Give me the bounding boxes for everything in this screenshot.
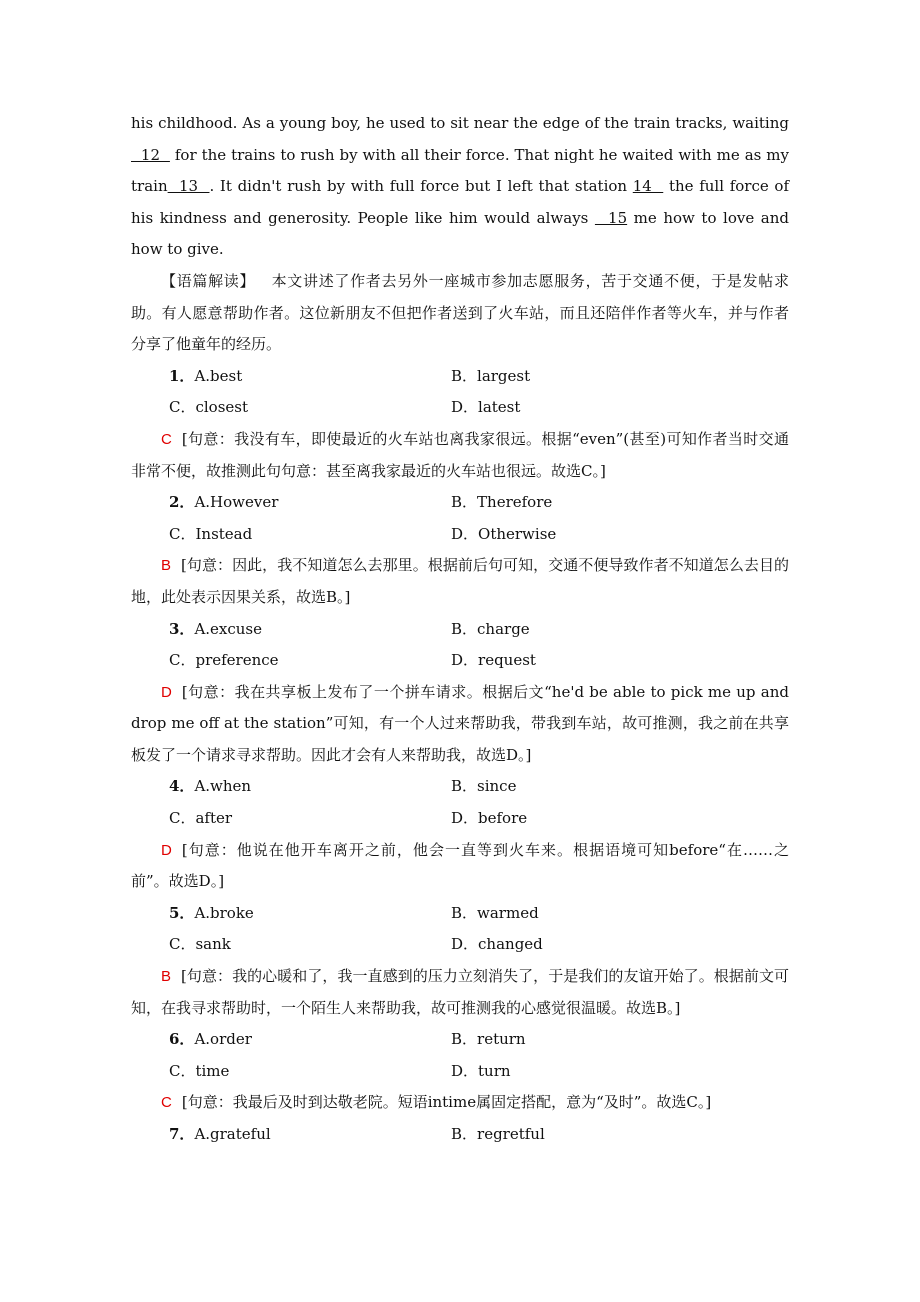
option-c: C．sank [169,935,231,954]
option-row [131,898,789,930]
answer-explanation [131,835,789,898]
question-number: 5． [169,903,195,922]
passage-text: his childhood. As a young boy, he used to sit near the edge of the train tracks, waiting [131,114,789,132]
option-d: D．changed [451,935,543,954]
document-page [131,108,789,1151]
option-b: B．charge [451,619,530,638]
explanation-text: [句意：我最后及时到达敬老院。短语intime属固定搭配，意为“及时”。故选C。] [181,1093,712,1112]
answer-letter: B [161,968,172,986]
option-row [131,771,789,803]
option-b: B．since [451,777,517,796]
option-row [131,392,789,424]
option-b: B．warmed [451,903,539,922]
option-row [131,519,789,551]
question-number: 1． [169,366,195,385]
answer-letter: D [161,683,172,701]
passage-text: for the trains to rush by with all their force. That night he waited with me as my train [131,145,789,196]
option-row [131,1119,789,1151]
explanation-text: [句意：他说在他开车离开之前，他会一直等到火车来。根据语境可知before“在……之前”。故选D。] [131,840,789,891]
option-d: D．latest [451,398,521,417]
blank-15: 15 [594,208,628,227]
option-c: C．after [169,809,233,828]
option-c: C．time [169,1061,230,1080]
passage-text: . It didn't rush by with full force but I left that station [209,177,633,196]
option-d: D．Otherwise [451,524,557,543]
option-row [131,487,789,519]
option-a: A.order [194,1030,252,1049]
option-d: D．request [451,651,536,670]
option-b: B．regretful [451,1125,545,1143]
option-b: B．largest [451,366,531,385]
passage-paragraph [131,108,789,266]
option-a: A.when [194,777,252,796]
answer-letter: C [161,430,172,448]
option-c: C．preference [169,651,279,670]
passage-text: me how to love and how to give. [131,208,789,259]
option-c: C．closest [169,398,249,417]
answer-letter: D [161,841,172,859]
explanation-text: [句意：我没有车，即使最近的火车站也离我家很远。根据“even”(甚至)可知作者当时交通非常不便，故推测此句句意：甚至离我家最近的火车站也很远。故选C。] [131,429,789,480]
option-d: D．before [451,809,528,828]
option-row [131,361,789,393]
question-number: 7． [169,1125,195,1143]
option-d: D．turn [451,1061,511,1080]
question-number: 6． [169,1030,195,1049]
question-number: 3． [169,619,195,638]
option-row [131,1024,789,1056]
option-row [131,645,789,677]
option-c: C．Instead [169,524,253,543]
question-number: 2． [169,493,195,512]
option-b: B．return [451,1030,526,1049]
option-a: A.excuse [194,619,263,638]
option-a: A.However [194,493,279,512]
option-row [131,1056,789,1088]
blank-14: 14 [632,177,664,196]
option-row [131,614,789,646]
option-row [131,803,789,835]
answer-explanation [131,961,789,1024]
explanation-text: [句意：我的心暖和了，我一直感到的压力立刻消失了，于是我们的友谊开始了。根据前文可知，在我寻求帮助时，一个陌生人来帮助我，故可推测我的心感觉很温暖。故选B。] [131,967,789,1017]
question-number: 4． [169,777,195,796]
option-b: B．Therefore [451,493,553,512]
option-row [131,929,789,961]
answer-explanation [131,677,789,772]
answer-explanation [131,424,789,487]
answer-explanation [131,1087,789,1119]
answer-letter: B [161,557,172,575]
summary-paragraph [131,266,789,361]
answer-explanation [131,550,789,613]
blank-12: 12 [131,145,170,164]
option-a: A.best [194,366,243,385]
option-a: A.grateful [194,1125,271,1143]
summary-label: 【语篇解读】 [161,271,256,290]
explanation-text: [句意：因此，我不知道怎么去那里。根据前后句可知，交通不便导致作者不知道怎么去目的地，此处表示因果关系，故选B。] [131,556,789,606]
passage-text: the full force of his kindness and generosity. People like him would always [131,177,790,227]
question-list [131,361,789,1151]
summary-text: 本文讲述了作者去另外一座城市参加志愿服务，苦于交通不便，于是发帖求助。有人愿意帮助作者。这位新朋友不但把作者送到了火车站，而且还陪伴作者等火车，并与作者分享了他童年的经历。 [131,271,789,354]
option-a: A.broke [194,903,254,922]
explanation-text: [句意：我在共享板上发布了一个拼车请求。根据后文“he'd be able to pick me up and drop me off at the station”可知，有一个人过来帮助我，带我到车站，故可推测，我之前在共享板发了一个请求寻求帮助。因此才会有人来帮助我，故选D。] [131,682,789,764]
answer-letter: C [161,1094,172,1112]
blank-13: 13 [167,177,210,196]
